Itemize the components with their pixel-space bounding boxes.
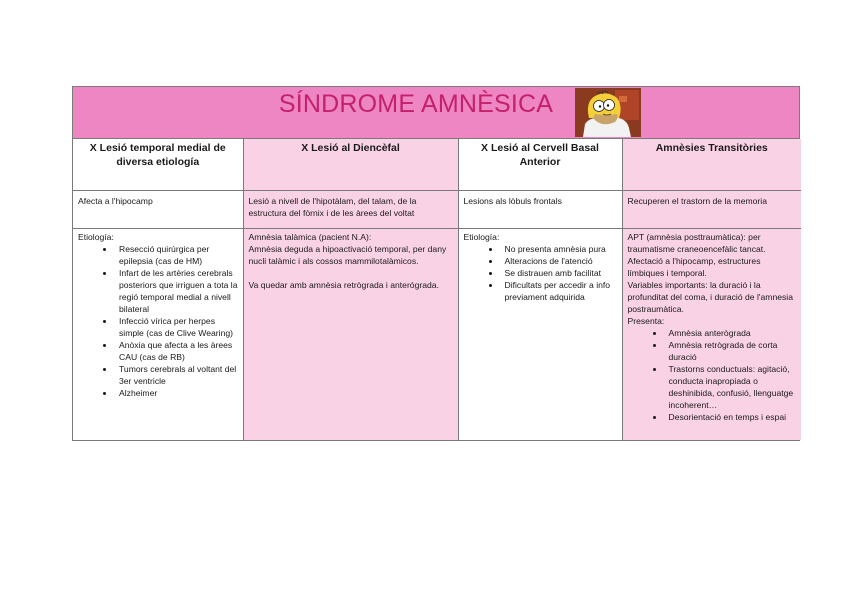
list-item: • Resecció quirúrgica per epilepsia (cas de HM)	[115, 243, 238, 267]
list-item: • Dificultats per accedir a info previament adquirida	[501, 279, 617, 303]
detail-cell-temporal	[73, 228, 243, 440]
list-item: • Anòxia que afecta a les àrees CAU (cas de RB)	[115, 339, 238, 363]
etiology-label: Etiología:	[463, 231, 500, 242]
summary-cell-transitories: Recuperen el trastorn de la memoria	[622, 190, 801, 228]
amnesia-table	[72, 86, 800, 441]
summary-cell-temporal: Afecta a l'hipocamp	[73, 190, 243, 228]
list-item: • Infart de les artèries cerebrals posteriors que irriguen a tota la regió temporal medial a nivell bilateral	[115, 267, 238, 315]
list-item: • Desorientació en temps i espai	[665, 411, 797, 423]
detail-cell-transitories	[622, 228, 801, 440]
list-item: • Amnèsia retrògrada de corta duració	[665, 339, 797, 363]
presenta-label: Presenta:	[627, 315, 665, 326]
summary-cell-basal: Lesions als lòbuls frontals	[458, 190, 622, 228]
summary-cell-diencefal: Lesió a nivell de l'hipotàlam, del talam, de la estructura del fòrnix i de les àrees del voltat	[243, 190, 458, 228]
etiology-list	[464, 243, 617, 303]
comparison-table	[73, 139, 801, 440]
page-title	[73, 90, 799, 119]
header-cell-transitories: Amnèsies Transitòries	[622, 139, 801, 190]
thalamic-amnesia-outcome: Va quedar amb amnèsia retrògrada i anterógrada.	[248, 279, 439, 290]
list-item: • Alteracions de l'atenció	[501, 255, 617, 267]
header-row	[73, 139, 801, 190]
symptoms-list	[628, 327, 797, 423]
list-item: • Tumors cerebrals al voltant del 3er ventricle	[115, 363, 238, 387]
list-item: • Trastorns conductuals: agitació, conducta inapropiada o deshinibida, confusió, llenguatge incoherent…	[665, 363, 797, 411]
detail-cell-basal	[458, 228, 622, 440]
header-cell-temporal: X Lesió temporal medial de diversa etiología	[73, 139, 243, 190]
list-item: • No presenta amnèsia pura	[501, 243, 617, 255]
page-title-text: SÍNDROME AMNÈSICA	[278, 90, 554, 118]
header-cell-diencefal: X Lesió al Diencèfal	[243, 139, 458, 190]
thalamic-amnesia-title: Amnèsia talàmica (pacient N.A):	[248, 231, 372, 242]
list-item: • Alzheimer	[115, 387, 238, 399]
list-item: • Amnèsia anterògrada	[665, 327, 797, 339]
etiology-list	[78, 243, 238, 399]
variables-description: Variables importants: la duració i la profunditat del coma, i duració de l'amnesia postraumàtica.	[627, 279, 793, 314]
list-item: • Infecció vírica per herpes simple (cas de Clive Wearing)	[115, 315, 238, 339]
summary-row	[73, 190, 801, 228]
detail-row	[73, 228, 801, 440]
thalamic-amnesia-description: Amnèsia deguda a hipoactivació temporal, per dany nucli talàmic i als cossos mammilotalàmicos.	[248, 243, 447, 266]
homer-simpson-icon	[575, 88, 641, 137]
apt-description: APT (amnèsia posttraumàtica): per traumatisme craneoencefàlic tancat. Afectació a l'hipocamp, estructures límbiques i temporal.	[627, 231, 766, 278]
spacer	[249, 267, 453, 279]
list-item: • Se distrauen amb facilitat	[501, 267, 617, 279]
etiology-label: Etiología:	[78, 231, 114, 242]
header-cell-basal: X Lesió al Cervell Basal Anterior	[458, 139, 622, 190]
detail-cell-diencefal	[243, 228, 458, 440]
title-banner	[73, 87, 799, 139]
